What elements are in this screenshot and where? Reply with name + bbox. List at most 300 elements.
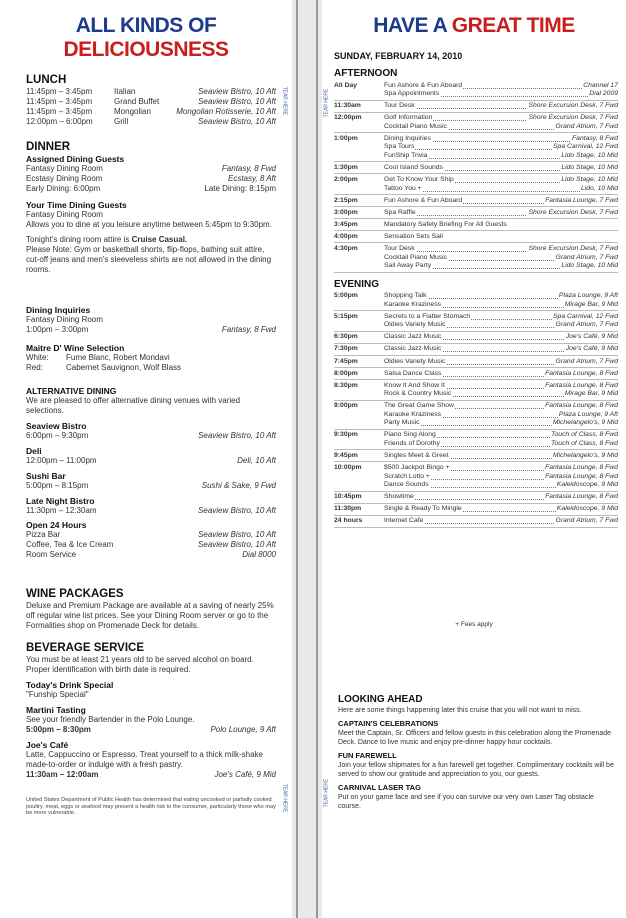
lunch-time: 11:45pm – 3:45pm — [26, 107, 93, 116]
activities-panel — [322, 0, 626, 918]
wine-row — [26, 353, 276, 363]
dining-room-location: Ecstasy, 8 Aft — [227, 174, 276, 183]
inquiries-heading: Dining Inquiries — [26, 305, 91, 315]
schedule-time: 2:00pm — [334, 176, 358, 184]
schedule-rule — [334, 515, 618, 516]
schedule-event — [384, 321, 618, 330]
schedule-time: 9:00pm — [334, 402, 358, 410]
joes-time: 11:30am – 12:00am — [26, 770, 99, 779]
event-location: Kaleidoscope, 9 Mid — [556, 481, 618, 489]
open24-list — [26, 530, 276, 560]
wine-selection-section — [26, 343, 276, 373]
looking-ahead-text: Put on your game face and see if you can survive our very own Laser Tag obstacle course. — [338, 794, 594, 810]
afternoon-heading: AFTERNOON — [334, 68, 398, 79]
venue-location: Seaview Bistro, 10 Aft — [198, 431, 276, 440]
event-name: Oldies Variety Music — [384, 357, 446, 365]
lunch-location: Seaview Bistro, 10 Aft — [198, 87, 276, 96]
schedule-item — [334, 358, 618, 369]
event-location: Spa Carnival, 12 Fwd — [553, 143, 618, 151]
event-location: Joe's Café, 9 Mid — [565, 345, 618, 353]
schedule-rule — [334, 491, 618, 492]
schedule-event — [384, 411, 618, 420]
schedule-event — [384, 292, 618, 301]
schedule-rule — [334, 449, 618, 450]
schedule-rule — [334, 132, 618, 133]
event-name: Get To Know Your Ship — [384, 176, 454, 184]
activities-title-part2: GREAT TIME — [451, 14, 575, 37]
schedule-time: 2:15pm — [334, 196, 358, 204]
inquiries-location: Fantasy, 8 Fwd — [221, 325, 276, 334]
lunch-row — [26, 107, 276, 117]
attire-prefix: Tonight's dining room attire is — [26, 235, 132, 244]
schedule-item — [334, 452, 618, 463]
schedule-event — [384, 493, 618, 502]
looking-ahead-section — [338, 693, 614, 811]
schedule-events — [384, 370, 618, 379]
event-name: Classic Jazz Music — [384, 333, 442, 341]
venue-item — [26, 471, 276, 491]
schedule-event — [384, 440, 618, 449]
event-location: Fantasy, 8 Fwd — [572, 134, 618, 142]
event-name: Showtime — [384, 493, 414, 501]
event-name: Tour Desk — [384, 245, 415, 253]
martini-text: See your friendly Bartender in the Polo Lounge. — [26, 715, 195, 724]
tear-here-mark-right-bottom: TEAR HERE — [323, 778, 330, 808]
schedule-events — [384, 135, 618, 161]
schedule-rule — [334, 331, 618, 332]
schedule-rule — [334, 242, 618, 243]
event-name: The Great Game Show — [384, 402, 454, 410]
dining-times — [26, 184, 276, 194]
event-location: Lido Stage, 10 Mid — [561, 151, 618, 159]
event-location: Joe's Café, 9 Mid — [565, 333, 618, 341]
event-location: Fantasia Lounge, 8 Fwd — [545, 493, 618, 501]
event-location: Fantasia Lounge, 7 Fwd — [545, 196, 618, 204]
venue-location: Sushi & Sake, 9 Fwd — [201, 481, 276, 490]
looking-ahead-heading: LOOKING AHEAD — [338, 694, 423, 705]
event-name: Spa Raffle — [384, 208, 416, 216]
schedule-event — [384, 197, 618, 206]
attire-value: Cruise Casual. — [131, 235, 188, 244]
schedule-rule — [334, 218, 618, 219]
schedule-events — [384, 114, 618, 131]
event-location: Plaza Lounge, 9 Aft — [558, 292, 618, 300]
schedule-rule — [334, 400, 618, 401]
schedule-event — [384, 481, 618, 490]
schedule-time: 11:30am — [334, 102, 361, 110]
looking-ahead-item — [338, 751, 614, 779]
schedule-events — [384, 493, 618, 502]
event-name: Fun Ashore & Fun Aboard — [384, 196, 463, 204]
event-location: Shore Excursion Desk, 7 Fwd — [528, 208, 618, 216]
venue-item — [26, 446, 276, 466]
open24-name: Coffee, Tea & Ice Cream — [26, 540, 114, 549]
lunch-location: Mongolian Rotisserie, 10 Aft — [176, 107, 276, 116]
tear-here-mark-right-top: TEAR HERE — [323, 88, 330, 118]
drink-special-text: "Funship Special" — [26, 690, 89, 699]
event-location: Michelangelo's, 9 Mid — [552, 451, 618, 459]
schedule-section — [334, 51, 618, 528]
schedule-event — [384, 245, 618, 254]
schedule-item — [334, 82, 618, 101]
event-name: Secrets to a Flatter Stomach — [384, 312, 471, 320]
dining-room-name: Fantasy Dining Room — [26, 164, 103, 173]
event-location: Lido Stage, 10 Mid — [561, 262, 618, 270]
schedule-events — [384, 245, 618, 271]
venue-location: Seaview Bistro, 10 Aft — [198, 506, 276, 515]
venue-item — [26, 496, 276, 516]
event-name: Internet Cafe — [384, 517, 424, 525]
open24-name: Pizza Bar — [26, 530, 61, 539]
martini-heading: Martini Tasting — [26, 705, 86, 715]
schedule-event — [384, 262, 618, 271]
lunch-location: Seaview Bistro, 10 Aft — [198, 97, 276, 106]
open24-row — [26, 540, 276, 550]
martini-row — [26, 725, 276, 735]
wine-value: Cabernet Sauvignon, Wolf Blass — [66, 363, 182, 372]
schedule-event — [384, 402, 618, 411]
wine-label: White: — [26, 353, 49, 362]
event-location: Lido Stage, 10 Mid — [561, 163, 618, 171]
schedule-event — [384, 358, 618, 367]
schedule-rule — [334, 367, 618, 368]
event-name: Tattoo You + — [384, 184, 422, 192]
schedule-event — [384, 505, 618, 514]
lunch-name: Grand Buffet — [114, 97, 160, 106]
event-location: Fantasia Lounge, 8 Fwd — [545, 472, 618, 480]
venue-item — [26, 421, 276, 441]
schedule-event — [384, 419, 618, 428]
event-name: $500 Jackpot Bingo + — [384, 464, 450, 472]
schedule-event — [384, 473, 618, 482]
event-name: FunShip Trivia — [384, 151, 428, 159]
open24-location: Seaview Bistro, 10 Aft — [198, 530, 276, 539]
event-name: Classic Jazz Music — [384, 345, 442, 353]
schedule-events — [384, 431, 618, 448]
event-location: Touch of Class, 8 Fwd — [551, 431, 618, 439]
event-location: Fantasia Lounge, 8 Fwd — [545, 402, 618, 410]
event-name: Cocktail Piano Music — [384, 122, 448, 130]
event-name: Oldies Variety Music — [384, 321, 446, 329]
event-name: Rock & Country Music — [384, 390, 452, 398]
evening-heading: EVENING — [334, 278, 380, 290]
alternative-dining-section — [26, 386, 276, 560]
lunch-name: Grill — [114, 117, 129, 126]
open24-location: Seaview Bistro, 10 Aft — [198, 540, 276, 549]
schedule-time: 5:00pm — [334, 292, 358, 300]
schedule-events — [384, 197, 618, 206]
schedule-rule — [334, 206, 618, 207]
assigned-dining-heading: Assigned Dining Guests — [26, 154, 125, 164]
schedule-time: 24 hours — [334, 517, 363, 525]
event-location: Shore Excursion Desk, 7 Fwd — [528, 245, 618, 253]
dining-title-line2: DELICIOUSNESS — [63, 38, 229, 61]
schedule-event — [384, 176, 618, 185]
schedule-event — [384, 382, 618, 391]
event-name: Scratch Lotto + — [384, 472, 430, 480]
event-name: Salsa Dance Class — [384, 369, 442, 377]
schedule-item — [334, 345, 618, 356]
event-location: Fantasia Lounge, 8 Fwd — [545, 381, 618, 389]
lunch-row — [26, 87, 276, 97]
schedule-event — [384, 370, 618, 379]
schedule-events — [384, 164, 618, 173]
schedule-rule — [334, 230, 618, 231]
schedule-time: 8:30pm — [334, 381, 358, 389]
event-name: Spa Tours — [384, 143, 415, 151]
schedule-event — [384, 254, 618, 263]
schedule-time: 3:45pm — [334, 220, 358, 228]
event-location: Touch of Class, 8 Fwd — [551, 439, 618, 447]
schedule-item — [334, 233, 618, 244]
beverage-section — [26, 642, 276, 780]
schedule-time: All Day — [334, 81, 358, 89]
event-location: Lido, 10 Mid — [580, 184, 618, 192]
wine-row — [26, 363, 276, 373]
lunch-section — [26, 74, 276, 127]
looking-ahead-list — [338, 719, 614, 811]
fold-divider — [292, 0, 322, 918]
event-name: Piano Sing Along — [384, 431, 436, 439]
schedule-item — [334, 382, 618, 401]
martini-location: Polo Lounge, 9 Aft — [210, 725, 276, 734]
looking-ahead-intro: Here are some things happening later this cruise that you will not want to miss. — [338, 707, 582, 714]
dinner-heading: DINNER — [26, 141, 71, 153]
event-location: Fantasia Lounge, 8 Fwd — [545, 464, 618, 472]
schedule-events — [384, 333, 618, 342]
assigned-dining-list — [26, 164, 276, 184]
venue-time: 12:00pm – 11:00pm — [26, 456, 97, 465]
joes-text: Latte, Cappuccino or Espresso. Treat yourself to a thick milk-shake made-to-order or indulge with a fresh pastry. — [26, 750, 263, 769]
schedule-item — [334, 370, 618, 381]
your-time-heading: Your Time Dining Guests — [26, 200, 127, 210]
event-location: Grand Atrium, 7 Fwd — [555, 321, 618, 329]
schedule-time: 1:30pm — [334, 163, 358, 171]
event-name: Tour Desk — [384, 102, 415, 110]
event-location: Shore Excursion Desk, 7 Fwd — [528, 102, 618, 110]
schedule-event — [384, 143, 618, 152]
schedule-event — [384, 313, 618, 322]
health-disclaimer: United States Department of Public Health has determined that eating uncooked or partially cooked poultry, meat, eggs or seafood may present a health risk to the consumer, particularly those who may be more vulnerable. — [26, 797, 276, 817]
early-dining: Early Dining: 6:00pm — [26, 184, 101, 193]
event-location: Fantasia Lounge, 8 Fwd — [545, 369, 618, 377]
event-location: Spa Carnival, 12 Fwd — [553, 312, 618, 320]
schedule-rule — [334, 272, 618, 273]
schedule-event — [384, 233, 618, 242]
schedule-rule — [334, 161, 618, 162]
event-name: Karaoke Kraziness — [384, 410, 442, 418]
schedule-time: 5:15pm — [334, 312, 358, 320]
schedule-time: 10:45pm — [334, 493, 362, 501]
venue-time: 6:00pm – 9:30pm — [26, 431, 89, 440]
schedule-time: 7:30pm — [334, 345, 358, 353]
dining-room-name: Ecstasy Dining Room — [26, 174, 103, 183]
wine-selection-list — [26, 353, 276, 373]
event-name: Golf Information — [384, 114, 433, 122]
schedule-event — [384, 431, 618, 440]
schedule-event — [384, 82, 618, 91]
lunch-heading: LUNCH — [26, 74, 67, 86]
schedule-events — [384, 358, 618, 367]
venue-list — [26, 421, 276, 516]
event-location: Dial 2009 — [589, 90, 618, 98]
tear-here-mark-top: TEAR HERE — [281, 86, 288, 116]
open24-section — [26, 520, 276, 560]
schedule-item — [334, 431, 618, 450]
schedule-item — [334, 209, 618, 220]
schedule-time: 9:45pm — [334, 451, 358, 459]
lunch-row — [26, 117, 276, 127]
schedule-time: 3:00pm — [334, 208, 358, 216]
schedule-event — [384, 333, 618, 342]
joes-row — [26, 770, 276, 780]
dining-panel — [0, 0, 292, 918]
schedule-event — [384, 135, 618, 144]
event-location: Grand Atrium, 7 Fwd — [555, 357, 618, 365]
alternative-text: We are pleased to offer alternative dining venues with varied selections. — [26, 396, 241, 415]
event-name: Friends of Dorothy — [384, 439, 440, 447]
lunch-time: 12:00pm – 6:00pm — [26, 117, 93, 126]
looking-ahead-title: CAPTAIN'S CELEBRATIONS — [338, 719, 439, 728]
schedule-rule — [334, 461, 618, 462]
schedule-rule — [334, 100, 618, 101]
attire-line — [26, 235, 276, 245]
open24-row — [26, 530, 276, 540]
venue-time: 5:00pm – 8:15pm — [26, 481, 89, 490]
venue-location: Deli, 10 Aft — [237, 456, 276, 465]
assigned-dining-row — [26, 164, 276, 174]
schedule-events — [384, 402, 618, 428]
schedule-events — [384, 464, 618, 490]
schedule-event — [384, 185, 618, 194]
schedule-event — [384, 164, 618, 173]
schedule-event — [384, 452, 618, 461]
inquiries-time: 1:00pm – 3:00pm — [26, 325, 89, 334]
event-name: Mandatory Safety Briefing For All Guests — [384, 220, 507, 228]
event-name: Cool Island Sounds — [384, 163, 443, 171]
open24-heading: Open 24 Hours — [26, 520, 87, 530]
schedule-time: 10:00pm — [334, 464, 362, 472]
martini-time: 5:00pm – 8:30pm — [26, 725, 91, 734]
schedule-events — [384, 452, 618, 461]
event-name: Sail Away Party — [384, 262, 432, 270]
wine-packages-heading: WINE PACKAGES — [26, 588, 124, 600]
event-name: Cocktail Piano Music — [384, 253, 448, 261]
schedule-time: 1:00pm — [334, 134, 358, 142]
schedule-rule — [334, 173, 618, 174]
dining-inquiries-section — [26, 305, 276, 335]
event-location: Grand Atrium, 7 Fwd — [555, 122, 618, 130]
schedule-time: 4:00pm — [334, 232, 358, 240]
schedule-event — [384, 345, 618, 354]
event-name: Spa Appointments — [384, 90, 440, 98]
schedule-events — [384, 102, 618, 111]
schedule-item — [334, 197, 618, 208]
event-name: Karaoke Kraziness — [384, 300, 442, 308]
schedule-events — [384, 233, 618, 242]
schedule-date: SUNDAY, FEBRUARY 14, 2010 — [334, 51, 463, 61]
tear-here-mark-bottom: TEAR HERE — [281, 783, 288, 813]
event-location: Michelangelo's, 9 Mid — [552, 419, 618, 427]
schedule-rule — [334, 429, 618, 430]
wine-packages-text: Deluxe and Premium Package are available at a saving of nearly 25% off regular wine list prices. See your Dining Room server or go to the Formalities shop on Promenade Deck for details. — [26, 601, 274, 630]
venue-time: 11:30pm – 12:30am — [26, 506, 97, 515]
assigned-dining-row — [26, 174, 276, 184]
joes-location: Joe's Café, 9 Mid — [214, 770, 276, 779]
schedule-event — [384, 221, 618, 230]
lunch-name: Italian — [114, 87, 136, 96]
schedule-events — [384, 292, 618, 309]
inquiries-room: Fantasy Dining Room — [26, 315, 103, 324]
looking-ahead-item — [338, 719, 614, 747]
event-name: Singles Meet & Greet — [384, 451, 449, 459]
schedule-item — [334, 313, 618, 332]
event-name: Dance Sounds — [384, 481, 429, 489]
schedule-item — [334, 292, 618, 311]
lunch-name: Mongolian — [114, 107, 151, 116]
afternoon-list — [334, 82, 618, 273]
schedule-events — [384, 209, 618, 218]
schedule-event — [384, 114, 618, 123]
event-name: Sensation Sets Sail — [384, 232, 443, 240]
evening-list — [334, 292, 618, 528]
event-location: Lido Stage, 10 Mid — [561, 176, 618, 184]
schedule-events — [384, 505, 618, 514]
schedule-item — [334, 402, 618, 430]
schedule-item — [334, 517, 618, 528]
looking-ahead-text: Meet the Captain, Sr. Officers and fellow guests in this celebration along the Promenade Deck. Dance to live music and enjoy pre-dinner happy hour cocktails. — [338, 730, 612, 746]
schedule-events — [384, 517, 618, 526]
late-dining: Late Dining: 8:15pm — [204, 184, 276, 193]
lunch-list — [26, 87, 276, 127]
drink-special-heading: Today's Drink Special — [26, 680, 114, 690]
venue-name: Sushi Bar — [26, 471, 66, 481]
beverage-heading: BEVERAGE SERVICE — [26, 642, 145, 654]
schedule-event — [384, 464, 618, 473]
venue-name: Late Night Bistro — [26, 496, 95, 506]
schedule-item — [334, 176, 618, 195]
schedule-events — [384, 345, 618, 354]
looking-ahead-text: Join your fellow shipmates for a fun farewell get together. Complimentary cocktails will be served to show our gratitude and appreciation to you, our guests. — [338, 762, 614, 778]
looking-ahead-item — [338, 783, 614, 811]
schedule-event — [384, 123, 618, 132]
schedule-rule — [334, 503, 618, 504]
event-name: Party Music — [384, 419, 420, 427]
open24-name: Room Service — [26, 550, 77, 559]
schedule-rule — [334, 527, 618, 528]
schedule-item — [334, 221, 618, 232]
event-name: Fun Ashore & Fun Aboard — [384, 81, 463, 89]
schedule-time: 9:30pm — [334, 431, 358, 439]
schedule-event — [384, 102, 618, 111]
event-name: Know It And Show It — [384, 381, 445, 389]
event-location: Plaza Lounge, 9 Aft — [558, 410, 618, 418]
schedule-time: 11:30pm — [334, 505, 362, 513]
schedule-rule — [334, 343, 618, 344]
event-location: Kaleidoscope, 9 Mid — [556, 505, 618, 513]
dining-room-location: Fantasy, 8 Fwd — [221, 164, 276, 173]
venue-name: Seaview Bistro — [26, 421, 87, 431]
wine-label: Red: — [26, 363, 43, 372]
event-location: Mirage Bar, 9 Mid — [564, 300, 618, 308]
schedule-event — [384, 301, 618, 310]
venue-name: Deli — [26, 446, 42, 456]
dining-title-line1: ALL KINDS OF — [75, 14, 217, 37]
lunch-location: Seaview Bistro, 10 Aft — [198, 117, 276, 126]
your-time-text: Allows you to dine at you leisure anytime between 5:45pm to 9:30pm. — [26, 220, 272, 229]
dinner-section — [26, 141, 276, 275]
activities-title-part1: HAVE A — [373, 14, 452, 37]
